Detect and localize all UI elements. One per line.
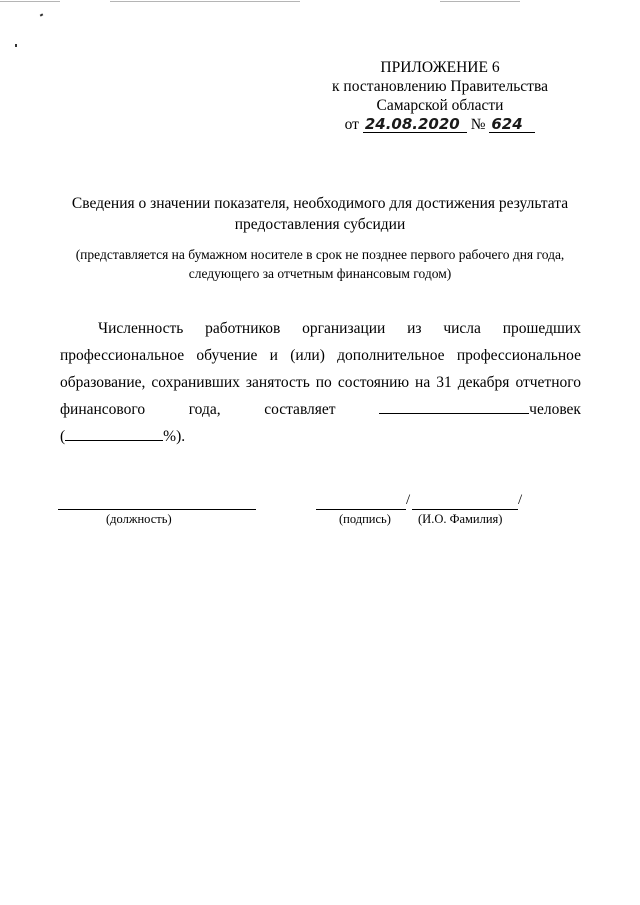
scan-speck bbox=[40, 13, 44, 16]
position-line[interactable] bbox=[58, 509, 256, 510]
word: по bbox=[315, 374, 332, 391]
word: финансового bbox=[60, 401, 146, 418]
word: прошедших bbox=[502, 320, 581, 337]
indicator-paragraph bbox=[60, 315, 581, 450]
date-field bbox=[363, 117, 467, 133]
employee-count-field[interactable] bbox=[379, 400, 529, 414]
word: работников bbox=[205, 320, 281, 337]
handwritten-date: 24.08.2020 bbox=[364, 115, 460, 133]
scan-edge-line bbox=[440, 1, 520, 2]
word: составляет bbox=[264, 401, 336, 418]
appendix-resolution-line: к постановлению Правительства bbox=[332, 78, 548, 95]
title-line-1: Сведения о значении показателя, необходимого для достижения результата bbox=[71, 195, 569, 212]
scan-edge-line bbox=[110, 1, 300, 2]
note-line-2: следующего за отчетным финансовым годом) bbox=[188, 266, 452, 281]
word: занятость bbox=[245, 374, 310, 391]
position-caption: (должность) bbox=[106, 512, 172, 526]
word: обучение bbox=[196, 347, 258, 364]
word: и bbox=[269, 347, 278, 364]
word: состоянию bbox=[337, 374, 410, 391]
scan-edge-line bbox=[0, 1, 60, 2]
paragraph-row-4 bbox=[60, 396, 581, 423]
appendix-date-line bbox=[300, 115, 580, 134]
word: профессиональное bbox=[60, 347, 185, 364]
unit-label: человек bbox=[529, 401, 581, 418]
title-line-2: предоставления субсидии bbox=[234, 216, 406, 233]
word: Численность bbox=[98, 320, 184, 337]
paragraph-row-3 bbox=[60, 369, 581, 396]
word: организации bbox=[302, 320, 386, 337]
word: сохранивших bbox=[151, 374, 240, 391]
note-line-1: (представляется на бумажном носителе в срок не позднее первого рабочего дня года, bbox=[75, 247, 565, 262]
count-field-group bbox=[379, 396, 581, 423]
percentage-field[interactable] bbox=[65, 427, 163, 441]
word: (или) bbox=[290, 347, 325, 364]
number-field bbox=[489, 117, 535, 133]
paragraph-row-1 bbox=[60, 315, 581, 342]
date-prefix: от bbox=[344, 116, 359, 133]
word: профессиональное bbox=[456, 347, 581, 364]
name-line[interactable] bbox=[412, 509, 518, 510]
appendix-number: ПРИЛОЖЕНИЕ 6 bbox=[380, 59, 500, 76]
appendix-header bbox=[300, 58, 580, 134]
paragraph-row-5 bbox=[60, 423, 581, 450]
word: декабря bbox=[457, 374, 510, 391]
document-title bbox=[60, 193, 580, 235]
pct-close: %). bbox=[163, 428, 186, 445]
number-prefix: № bbox=[470, 116, 486, 133]
name-caption: (И.О. Фамилия) bbox=[418, 512, 503, 526]
signature-caption: (подпись) bbox=[339, 512, 391, 526]
word: из bbox=[407, 320, 422, 337]
word: на bbox=[415, 374, 431, 391]
signature-line[interactable] bbox=[316, 509, 406, 510]
appendix-region-line: Самарской области bbox=[376, 97, 504, 114]
submission-note bbox=[60, 245, 580, 283]
signature-slash: / bbox=[406, 492, 411, 508]
name-slash: / bbox=[518, 492, 523, 508]
word: дополнительное bbox=[337, 347, 445, 364]
paragraph-row-2 bbox=[60, 342, 581, 369]
word: отчетного bbox=[515, 374, 581, 391]
scan-speck bbox=[15, 44, 17, 47]
handwritten-number: 624 bbox=[491, 115, 523, 133]
word: 31 bbox=[436, 374, 452, 391]
word: образование, bbox=[60, 374, 146, 391]
word: числа bbox=[443, 320, 481, 337]
pct-open: ( bbox=[60, 428, 66, 445]
word: года, bbox=[188, 401, 221, 418]
